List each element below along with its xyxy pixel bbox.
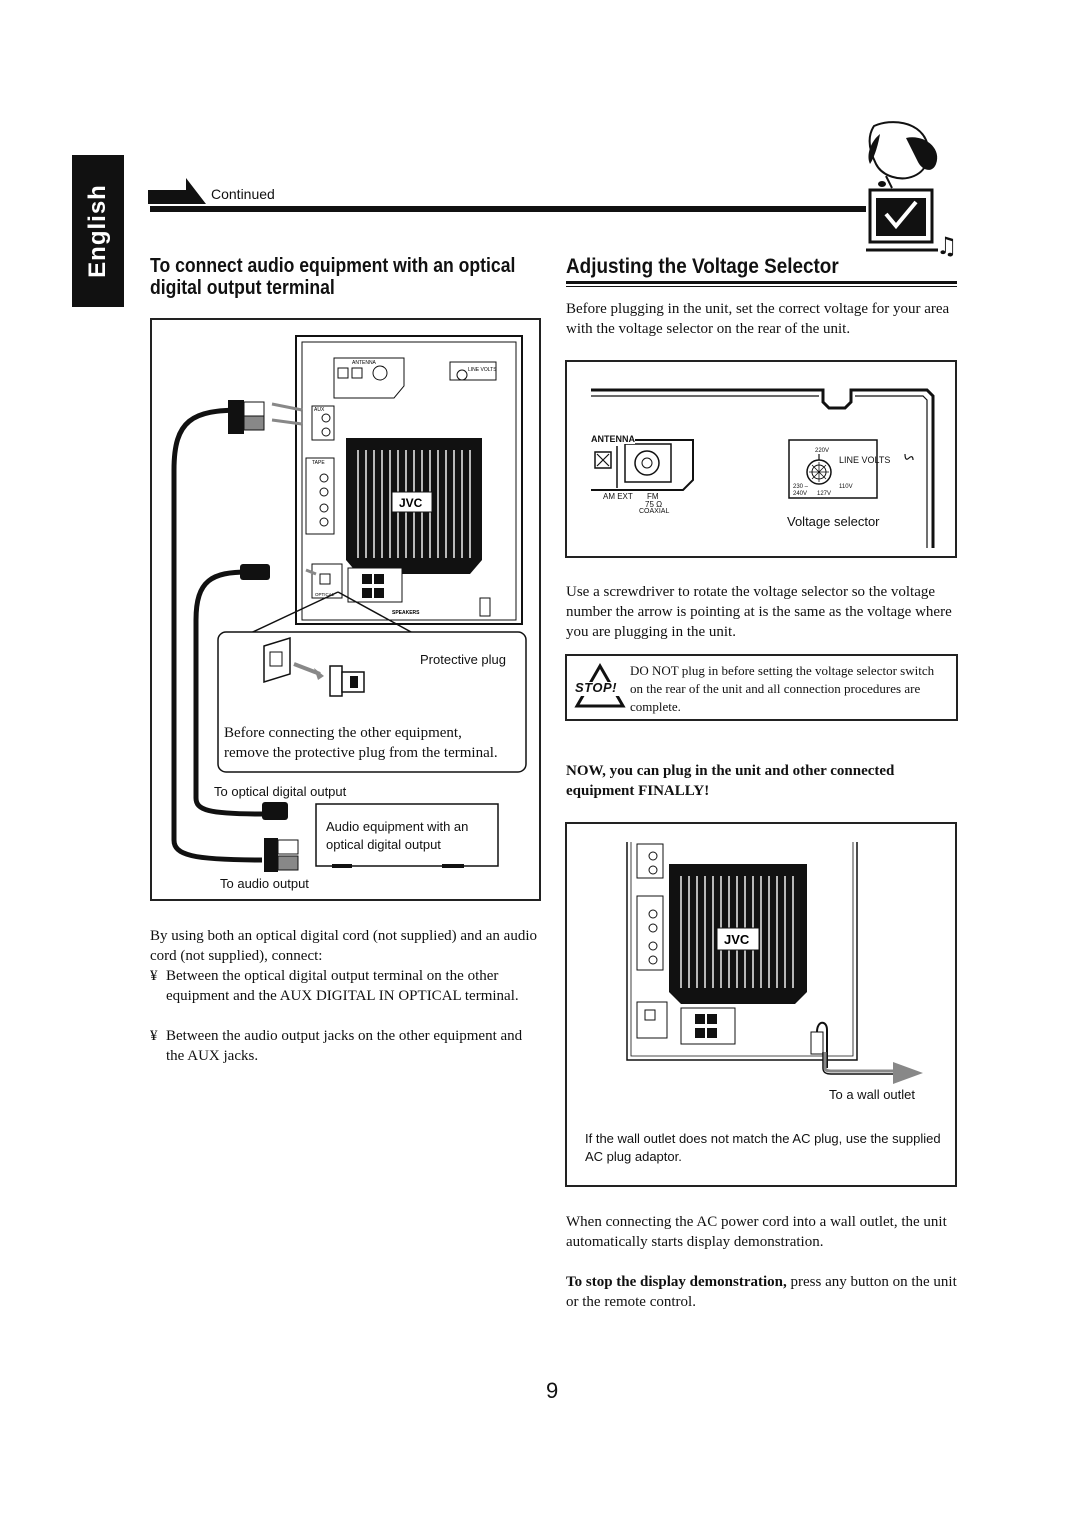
caution-box [565,654,958,721]
voltage-selector-caption: Voltage selector [787,514,880,529]
header-rule [150,206,866,212]
am-ext-label: AM EXT [603,492,633,501]
wall-outlet-label: To a wall outlet [829,1087,915,1102]
now-plug-text: NOW, you can plug in the unit and other connected equipment FINALLY! [566,763,895,799]
panel-optical-label: OPTICAL [315,592,335,597]
language-tab [72,155,124,307]
svg-text:♫: ♫ [936,232,958,258]
left-intro-text: By using both an optical digital cord (not supplied) and an audio cord (not supplied), connect: [150,928,538,964]
v110-label: 110V [839,484,853,490]
line-volts-label: LINE VOLTS [839,455,891,465]
equipment-label-line1: Audio equipment with an [326,819,469,834]
stop-demo-bold: To stop the display demonstration, [566,1274,787,1290]
stop-demo-rest: press any button on the unit or the remote control. [566,1274,957,1310]
protective-plug-label: Protective plug [420,652,506,667]
v240-label: 240V [793,491,808,497]
optical-connection-figure [150,318,541,901]
panel-aux-label: AUX [314,407,325,413]
stop-demo-text [566,1272,958,1312]
right-heading-rule-thin [566,286,957,287]
right-heading-rule [566,281,957,284]
page-number: 9 [546,1378,559,1403]
caution-text: DO NOT plug in before setting the voltage selector switch on the rear of the unit and all connection procedures are complete. [630,663,935,714]
stop-label: STOP! [575,680,617,695]
mascot-dog-icon [852,118,964,258]
voltage-instruction-text: Use a screwdriver to rotate the voltage selector so the voltage number the arrow is pointing at is the same as the voltage where you are plugging in the unit. [566,584,952,640]
demo-text: When connecting the AC power cord into a wall outlet, the unit automatically starts display demonstration. [566,1214,947,1250]
bullet-item-1: Between the optical digital output terminal on the other equipment and the AUX DIGITAL IN OPTICAL terminal. [166,968,519,1004]
protective-note-line1: Before connecting the other equipment, [224,725,462,741]
left-heading: To connect audio equipment with an optical digital output terminal [150,255,516,299]
bullet-marker-1: ¥ [150,968,158,984]
wall-outlet-figure [565,822,957,1187]
protective-note-line2: remove the protective plug from the terminal. [224,745,498,761]
panel-line-volts-label: LINE VOLTS [468,367,497,373]
panel-tape-label: TAPE [312,460,325,466]
equipment-label-line2: optical digital output [326,837,441,852]
panel-antenna-label: ANTENNA [352,360,376,366]
coaxial-label: COAXIAL [639,508,670,515]
figure2-brand-logo: JVC [724,932,750,947]
to-audio-label: To audio output [220,876,309,891]
antenna-label: ANTENNA [591,434,635,444]
adaptor-note: If the wall outlet does not match the AC plug, use the supplied AC plug adaptor. [585,1131,941,1164]
voltage-selector-figure [565,360,957,558]
fm-label: FM [647,492,659,501]
bullet-marker-2: ¥ [150,1028,158,1044]
continued-arrow-icon [148,176,208,206]
v220-label: 220V [815,448,830,454]
bullet-item-2: Between the audio output jacks on the other equipment and the AUX jacks. [166,1028,523,1064]
language-tab-label: English [84,184,111,278]
panel-brand-logo: JVC [399,496,423,510]
ohm-label: 75 Ω [645,500,663,509]
to-optical-label: To optical digital output [214,784,347,799]
right-heading: Adjusting the Voltage Selector [566,255,839,278]
voltage-intro-text: Before plugging in the unit, set the correct voltage for your area with the voltage selector on the rear of the unit. [566,301,950,337]
v230-label: 230 – [793,484,809,490]
continued-label: Continued [211,186,275,202]
panel-speakers-label: SPEAKERS [392,610,420,616]
v127-label: 127V [817,491,832,497]
